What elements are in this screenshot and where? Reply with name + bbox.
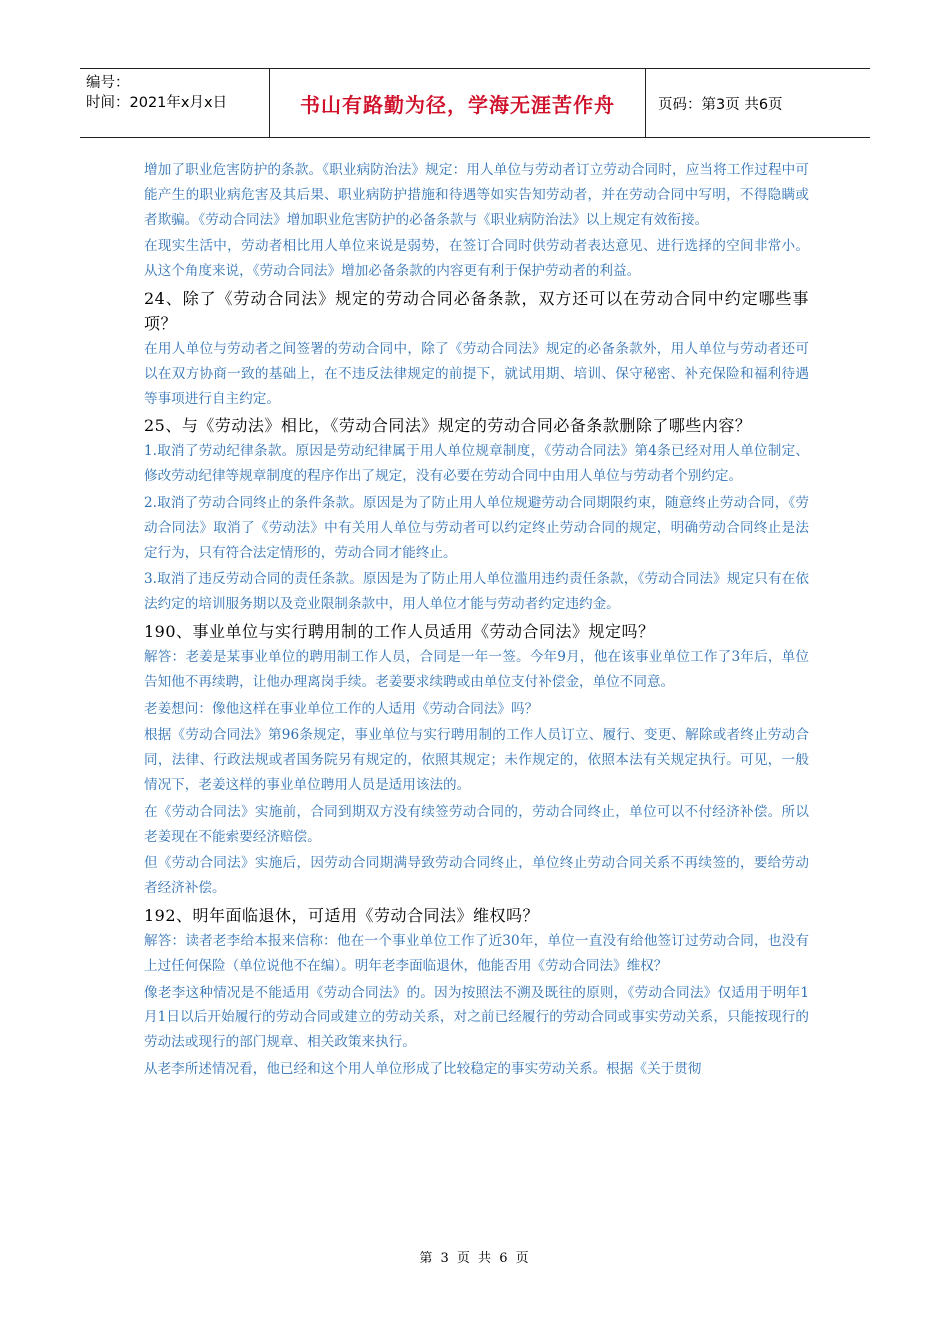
answer-paragraph: 像老李这种情况是不能适用《劳动合同法》的。因为按照法不溯及既往的原则，《劳动合同法》仅适用于明年1月1日以后开始履行的劳动合同或建立的劳动关系，对之前已经履行的劳动合同或事实劳动关系，只能按现行的劳动法或现行的部门规章、相关政策来执行。 [144,984,809,1051]
header-meta [80,69,270,137]
page-footer: 第 3 页 共 6 页 [419,1251,531,1266]
document-body [144,158,809,1084]
answer-paragraph: 增加了职业危害防护的条款。《职业病防治法》规定：用人单位与劳动者订立劳动合同时，应当将工作过程中可能产生的职业病危害及其后果、职业病防护措施和待遇等如实告知劳动者，并在劳动合同中写明，不得隐瞒或者欺骗。《劳动合同法》增加职业危害防护的必备条款与《职业病防治法》以上规定有效衔接。 [144,162,809,228]
answer-paragraph: 根据《劳动合同法》第96条规定，事业单位与实行聘用制的工作人员订立、履行、变更、解除或者终止劳动合同，法律、行政法规或者国务院另有规定的，依照其规定；未作规定的，依照本法有关规定执行。可见，一般情况下，老姜这样的事业单位聘用人员是适用该法的。 [144,727,809,793]
answer-paragraph: 从老李所述情况看，他已经和这个用人单位形成了比较稳定的事实劳动关系。根据《关于贯彻 [144,1060,702,1077]
answer-paragraph: 在现实生活中，劳动者相比用人单位来说是弱势，在签订合同时供劳动者表达意见、进行选择的空间非常小。从这个角度来说，《劳动合同法》增加必备条款的内容更有利于保护劳动者的利益。 [144,238,809,280]
answer-paragraph: 2.取消了劳动合同终止的条件条款。原因是为了防止用人单位规避劳动合同期限约束，随意终止劳动合同，《劳动合同法》取消了《劳动法》中有关用人单位与劳动者可以约定终止劳动合同的规定，明确劳动合同终止是法定行为，只有符合法定情形的，劳动合同才能终止。 [144,494,809,561]
answer-paragraph: 但《劳动合同法》实施后，因劳动合同期满导致劳动合同终止，单位终止劳动合同关系不再续签的，要给劳动者经济补偿。 [144,855,809,897]
answer-paragraph: 解答：读者老李给本报来信称：他在一个事业单位工作了近30年，单位一直没有给他签订过劳动合同，也没有上过任何保险（单位说他不在编）。明年老李面临退休，他能否用《劳动合同法》维权？ [144,932,809,974]
header-page-info: 页码：第3页 共6页 [658,96,783,113]
answer-paragraph: 解答：老姜是某事业单位的聘用制工作人员，合同是一年一签。今年9月，他在该事业单位工作了3年后，单位告知他不再续聘，让他办理离岗手续。老姜要求续聘或由单位支付补偿金，单位不同意。 [144,648,809,690]
answer-paragraph: 1.取消了劳动纪律条款。原因是劳动纪律属于用人单位规章制度，《劳动合同法》第4条已经对用人单位制定、修改劳动纪律等规章制度的程序作出了规定，没有必要在劳动合同中由用人单位与劳动者个别约定。 [144,443,809,485]
header-motto: 书山有路勤为径，学海无涯苦作舟 [270,69,646,137]
question-heading: 24、除了《劳动合同法》规定的劳动合同必备条款，双方还可以在劳动合同中约定哪些事项？ [144,288,809,333]
answer-paragraph: 老姜想问：像他这样在事业单位工作的人适用《劳动合同法》吗？ [144,700,539,717]
question-heading: 25、与《劳动法》相比，《劳动合同法》规定的劳动合同必备条款删除了哪些内容？ [144,416,752,436]
time-label: 时间：2021年x月x日 [86,95,228,111]
page-header [80,68,870,138]
number-label: 编号： [86,75,130,91]
question-heading: 190、事业单位与实行聘用制的工作人员适用《劳动合同法》规定吗？ [144,621,655,641]
question-heading: 192、明年面临退休，可适用《劳动合同法》维权吗？ [144,905,540,925]
answer-paragraph: 在用人单位与劳动者之间签署的劳动合同中，除了《劳动合同法》规定的必备条款外，用人单位与劳动者还可以在双方协商一致的基础上，在不违反法律规定的前提下，就试用期、培训、保守秘密、补充保险和福利待遇等事项进行自主约定。 [144,340,809,407]
answer-paragraph: 在《劳动合同法》实施前，合同到期双方没有续签劳动合同的，劳动合同终止，单位可以不付经济补偿。所以老姜现在不能索要经济赔偿。 [144,803,809,845]
answer-paragraph: 3.取消了违反劳动合同的责任条款。原因是为了防止用人单位滥用违约责任条款，《劳动合同法》规定只有在依法约定的培训服务期以及竞业限制条款中，用人单位才能与劳动者约定违约金。 [144,571,809,613]
